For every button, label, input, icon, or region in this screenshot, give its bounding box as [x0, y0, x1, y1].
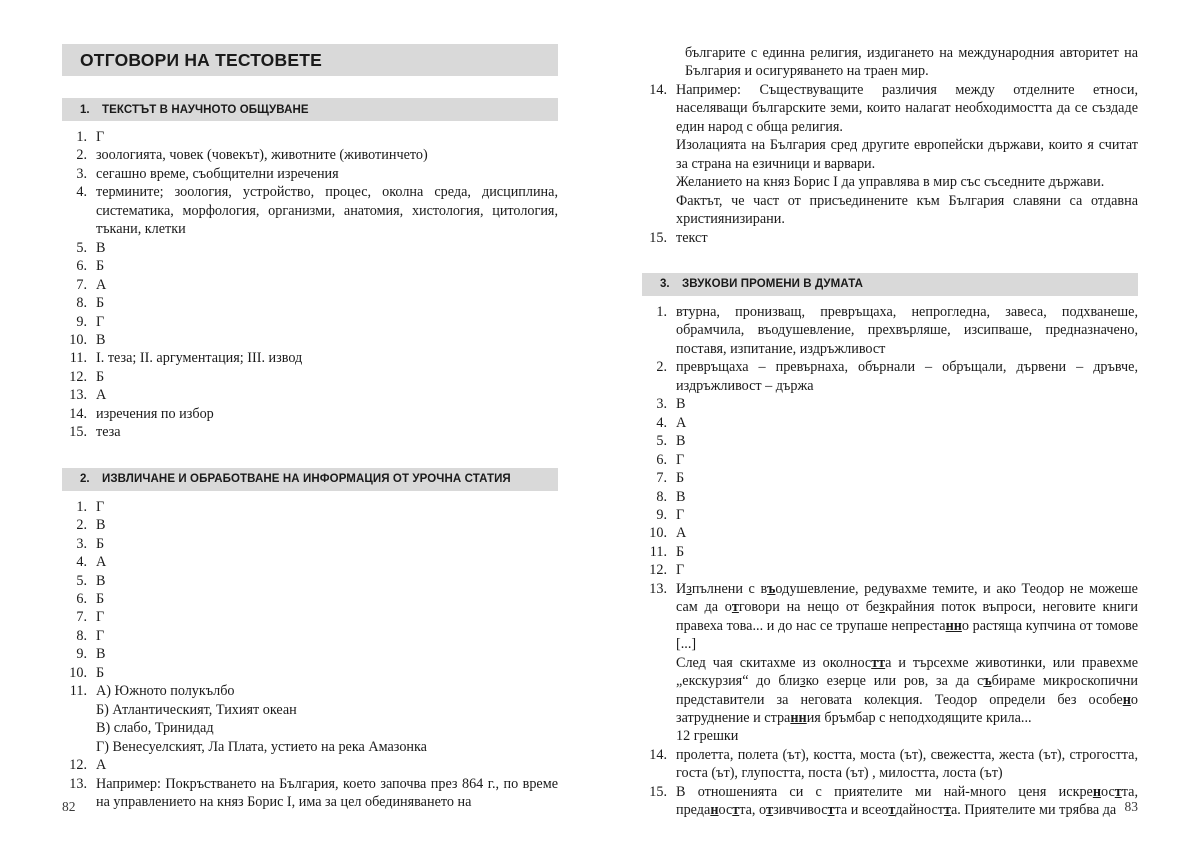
answer-item — [62, 313, 558, 331]
answer-text: изречения по избор — [96, 405, 214, 422]
answer-number: 10. — [69, 331, 87, 348]
answer-item — [62, 349, 558, 367]
answer-number: 10. — [649, 525, 667, 542]
answer-number: 7. — [76, 276, 87, 293]
answer-number: 12. — [649, 562, 667, 579]
section-title: ТЕКСТЪТ В НАУЧНОТО ОБЩУВАНЕ — [102, 103, 309, 116]
page-right — [600, 0, 1200, 851]
answer-item — [642, 414, 1138, 432]
answer-number: 4. — [76, 184, 87, 201]
answer-text: А — [96, 757, 107, 774]
answer-text: В — [676, 396, 686, 413]
answer-item — [62, 331, 558, 349]
answer-text: Например: Покръстването на България, което започва през 864 г., по време на управлението на княз Борис I, има за цел обединяването на — [96, 775, 558, 810]
answer-text: Б — [96, 590, 105, 607]
answer-text: превръщаха – превърнаха, обърнали – обръщали, дървени – дръвче, издръжливост – държа — [676, 359, 1138, 394]
answer-number: 9. — [76, 646, 87, 663]
answer-paragraph: Фактът, че част от присъединените към България славяни са отдавна християнизирани. — [676, 192, 1138, 228]
answer-item — [62, 146, 558, 164]
answer-item — [62, 368, 558, 386]
answer-number: 12. — [69, 368, 87, 385]
answer-text: В — [96, 646, 106, 663]
answer-item — [62, 128, 558, 146]
answer-number: 7. — [656, 470, 667, 487]
answer-item — [62, 516, 558, 534]
page-number-right: 83 — [1124, 799, 1138, 814]
answer-text: термините; зоология, устройство, процес, околна среда, дисциплина, систематика, морфология, организми, анатомия, хистология, цитология, тъкани, клетки — [96, 184, 558, 238]
answer-item — [62, 645, 558, 663]
answer-paragraph: Изолацията на България сред другите европейски държави, които я считат за страна на езичници и варвари. — [676, 137, 1138, 172]
section-banner-2 — [62, 468, 558, 491]
answer-number: 13. — [69, 387, 87, 404]
answer-text: В — [676, 433, 686, 450]
answer-item — [62, 590, 558, 608]
answer-item — [62, 257, 558, 275]
answer-item — [642, 561, 1138, 579]
main-title-banner — [62, 44, 558, 76]
answer-item — [62, 498, 558, 516]
answer-item — [642, 524, 1138, 542]
answer-text: втурна, пронизващ, превръщаха, непрогледна, завеса, подхванеше, обрамчила, въодушевление, прехвърляше, изсипваше, предназначено, поставя, изпитание, издръжливост — [676, 303, 1138, 357]
answer-subline: Б) Атлантическият, Тихият океан — [96, 701, 297, 718]
answer-paragraph: 12 грешки — [676, 728, 739, 745]
answer-text: пролетта, полета (ът), костта, моста (ът), свежестта, жеста (ът), строгостта, госта (ът), глупостта, поста (ът) , милостта, лоста (ът) — [676, 746, 1138, 782]
answer-paragraph: Желанието на княз Борис I да управлява в мир със съседните държави. — [676, 174, 1105, 191]
answer-number: 5. — [76, 239, 87, 256]
answer-subline: Г) Венесуелският, Ла Плата, устието на река Амазонка — [96, 738, 427, 755]
answer-number: 15. — [69, 424, 87, 441]
answer-item — [62, 664, 558, 682]
answer-text: Б — [676, 470, 685, 487]
answer-item — [62, 627, 558, 645]
answer-paragraphs — [676, 81, 1138, 229]
answer-number: 4. — [76, 554, 87, 571]
answer-number: 1. — [76, 498, 87, 515]
answer-text: I. теза; II. аргументация; III. извод — [96, 350, 303, 367]
answer-number: 3. — [76, 165, 87, 182]
answer-item — [642, 506, 1138, 524]
answer-item — [642, 783, 1138, 820]
answer-item — [642, 358, 1138, 395]
answer-item — [62, 183, 558, 238]
answer-item — [642, 580, 1138, 746]
answer-item — [62, 775, 558, 812]
answer-item — [62, 756, 558, 774]
answer-paragraphs — [676, 783, 1138, 820]
answer-text: Г — [96, 498, 105, 515]
answer-number: 14. — [649, 746, 667, 763]
answer-number: 2. — [76, 147, 87, 164]
section-spacer — [642, 247, 1138, 273]
answer-number: 15. — [649, 229, 667, 246]
answer-number: 5. — [656, 433, 667, 450]
answer-number: 9. — [656, 506, 667, 523]
answer-item — [62, 239, 558, 257]
answer-text: зоологията, човек (човекът), животните (животинчето) — [96, 147, 428, 164]
section-banner-3 — [642, 273, 1138, 296]
answer-item — [642, 469, 1138, 487]
answer-subline: В) слабо, Тринидад — [96, 720, 214, 737]
answer-number: 8. — [656, 488, 667, 505]
answer-list-section-2 — [62, 498, 558, 812]
answer-text: Б — [96, 295, 105, 312]
answer-text: В — [96, 239, 106, 256]
answer-text: Б — [96, 368, 105, 385]
answer-paragraph: В отношенията си с приятелите ми най-много ценя искреността, предаността, отзивчивостта и всеотдайността. Приятелите ми трябва да — [676, 783, 1138, 819]
answer-text: В — [96, 331, 106, 348]
answer-item — [642, 451, 1138, 469]
answer-text: Б — [96, 258, 105, 275]
section-spacer — [62, 442, 558, 468]
answer-paragraphs — [676, 580, 1138, 746]
answer-number: 3. — [656, 396, 667, 413]
answer-item — [62, 572, 558, 590]
answer-number: 1. — [76, 129, 87, 145]
answer-item — [642, 81, 1138, 229]
answer-list-section-1 — [62, 128, 558, 442]
answer-text: текст — [676, 229, 708, 246]
answer-item — [62, 682, 558, 756]
answer-number: 8. — [76, 295, 87, 312]
answer-text: А — [96, 554, 107, 571]
answer-item — [62, 423, 558, 441]
answer-list-continued — [642, 81, 1138, 247]
answer-number: 14. — [69, 405, 87, 422]
answer-number: 1. — [656, 303, 667, 320]
answer-text: Г — [96, 627, 105, 644]
section-banner-1 — [62, 98, 558, 121]
answer-item — [642, 488, 1138, 506]
answer-item — [642, 432, 1138, 450]
answer-list-section-3 — [642, 303, 1138, 820]
answer-text: В — [96, 572, 106, 589]
answer-text: Б — [96, 664, 105, 681]
answer-item — [642, 229, 1138, 247]
answer-item — [62, 386, 558, 404]
answer-item — [62, 553, 558, 571]
answer-number: 15. — [649, 783, 667, 800]
answer-text: Г — [96, 313, 105, 330]
answer-text: Б — [676, 543, 685, 560]
answer-number: 12. — [69, 757, 87, 774]
section-number: 3. — [660, 278, 670, 291]
answer-number: 5. — [76, 572, 87, 589]
answer-text: Г — [676, 451, 685, 468]
answer-number: 11. — [69, 350, 87, 367]
answer-text: А — [96, 276, 107, 293]
answer-item — [642, 395, 1138, 413]
answer-number: 14. — [649, 81, 667, 98]
section-title: ИЗВЛИЧАНЕ И ОБРАБОТВАНЕ НА ИНФОРМАЦИЯ ОТ УРОЧНА СТАТИЯ — [102, 473, 511, 486]
page-title: ОТГОВОРИ НА ТЕСТОВЕТЕ — [80, 49, 322, 70]
answer-number: 4. — [656, 414, 667, 431]
answer-number: 13. — [649, 580, 667, 597]
answer-item — [62, 608, 558, 626]
answer-text: А — [676, 525, 687, 542]
answer-subline: А) Южното полукълбо — [96, 683, 235, 700]
answer-text: Г — [96, 609, 105, 626]
answer-number: 6. — [656, 451, 667, 468]
section-number: 2. — [80, 473, 90, 486]
answer-paragraph: Изпълнени с въодушевление, редувахме темите, и ако Теодор не можеше сам да отговори на нещо от безкрайния поток въпроси, неговите книги правеха това... и до нас се трупаше непрестанно растяща купчина от томове [...] — [676, 580, 1138, 653]
answer-number: 8. — [76, 627, 87, 644]
answer-text: Г — [676, 562, 685, 579]
answer-number: 2. — [656, 359, 667, 376]
answer-number: 7. — [76, 609, 87, 626]
answer-text: Г — [96, 129, 105, 145]
answer-paragraph: Например: Съществуващите различия между отделните етноси, населяващи българските земи, които налагат необходимостта да се създаде един народ с обща религия. — [676, 81, 1138, 135]
answer-item — [62, 165, 558, 183]
answer-text: Г — [676, 506, 685, 523]
answer-number: 13. — [69, 775, 87, 792]
answer-item — [62, 535, 558, 553]
answer-item — [62, 276, 558, 294]
answer-paragraph: След чая скитахме из околността и търсехме животинки, или правехме „екскурзия“ до близко езерце или ров, за да събираме микроскопични представители за неговата колекция. Теодор определи без особено затруднение и странния бръмбар с неподходящите крила... — [676, 654, 1138, 726]
answer-text: В — [676, 488, 686, 505]
answer-number: 6. — [76, 258, 87, 275]
answer-item — [62, 294, 558, 312]
section-number: 1. — [80, 103, 90, 116]
answer-number: 3. — [76, 535, 87, 552]
answer-number: 6. — [76, 590, 87, 607]
answer-number: 11. — [69, 683, 87, 700]
answer-text: А — [676, 414, 687, 431]
answer-item — [62, 405, 558, 423]
answer-text: В — [96, 517, 106, 534]
continued-answer-text: българите с единна религия, издигането на международния авторитет на България и осигуряването на траен мир. — [685, 45, 1138, 80]
answer-text: теза — [96, 424, 121, 441]
answer-item — [642, 543, 1138, 561]
answer-sublist — [96, 682, 558, 756]
answer-item — [642, 746, 1138, 783]
section-title: ЗВУКОВИ ПРОМЕНИ В ДУМАТА — [682, 278, 864, 291]
answer-text: Б — [96, 535, 105, 552]
answer-number: 9. — [76, 313, 87, 330]
answer-item — [642, 303, 1138, 358]
answer-number: 11. — [649, 543, 667, 560]
answer-text: сегашно време, съобщителни изречения — [96, 165, 339, 182]
page-number-left: 82 — [62, 799, 76, 814]
answer-number: 2. — [76, 517, 87, 534]
answer-number: 10. — [69, 664, 87, 681]
answer-text: А — [96, 387, 107, 404]
